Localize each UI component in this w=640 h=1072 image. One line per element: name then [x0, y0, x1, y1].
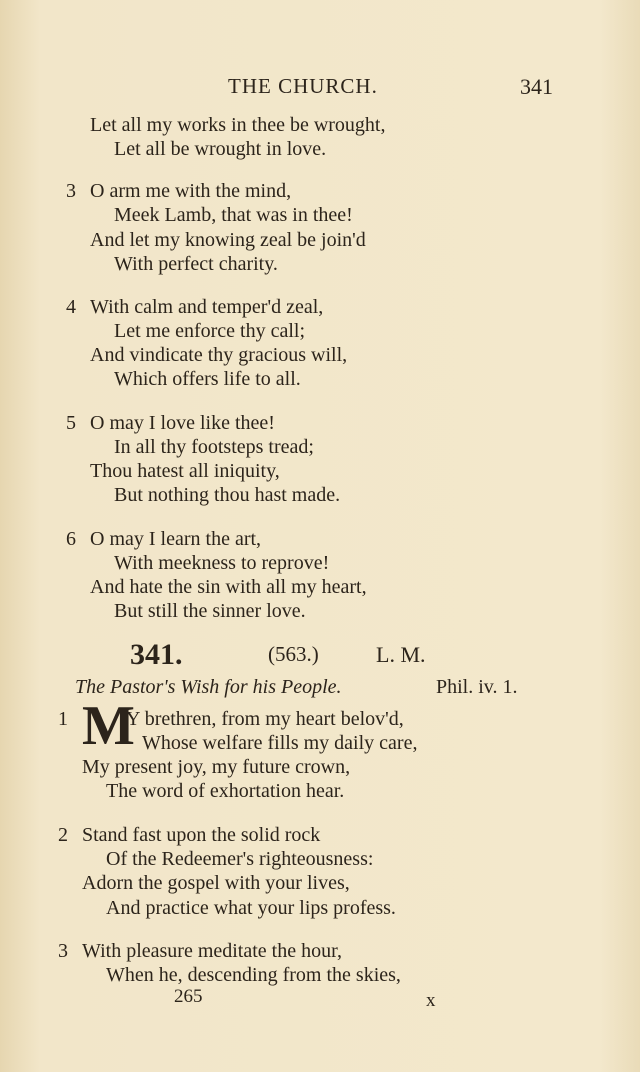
verse-line: And vindicate thy gracious will,: [90, 344, 348, 366]
verse-line: Y brethren, from my heart belov'd,: [126, 708, 404, 730]
verse-line: O may I love like thee!: [90, 412, 275, 434]
drop-cap: M: [82, 695, 135, 757]
hymn-meter: L. M.: [376, 642, 426, 667]
signature-letter: x: [426, 990, 436, 1011]
hymn-title: The Pastor's Wish for his People.: [75, 676, 342, 698]
verse-line: With calm and temper'd zeal,: [90, 296, 324, 318]
verse-line: When he, descending from the skies,: [106, 964, 401, 986]
hymn-reference: (563.): [268, 642, 319, 666]
verse-line: O may I learn the art,: [90, 528, 262, 550]
stanza-number: 2: [58, 824, 68, 846]
page-number: 341: [520, 74, 553, 99]
verse-line: Meek Lamb, that was in thee!: [114, 204, 353, 226]
verse-line: Let all be wrought in love.: [114, 138, 327, 160]
verse-line: And let my knowing zeal be join'd: [90, 229, 366, 251]
verse-line: Let all my works in thee be wrought,: [90, 114, 386, 136]
verse-line: In all thy footsteps tread;: [114, 436, 314, 458]
verse-line: Adorn the gospel with your lives,: [82, 872, 350, 894]
verse-line: And practice what your lips profess.: [106, 897, 396, 919]
stanza-number: 6: [66, 528, 76, 550]
verse-line: Stand fast upon the solid rock: [82, 824, 321, 846]
verse-line: But nothing thou hast made.: [114, 484, 341, 506]
verse-line: But still the sinner love.: [114, 600, 306, 622]
stanza-number: 3: [58, 940, 68, 962]
verse-line: O arm me with the mind,: [90, 180, 292, 202]
hymn-number: 341.: [130, 638, 183, 671]
verse-line: Of the Redeemer's righteousness:: [106, 848, 374, 870]
verse-line: With meekness to reprove!: [114, 552, 330, 574]
verse-line: Whose welfare fills my daily care,: [142, 732, 418, 754]
signature-mark: 265: [174, 986, 203, 1007]
stanza-number: 1: [58, 708, 68, 730]
verse-line: And hate the sin with all my heart,: [90, 576, 367, 598]
verse-line: Let me enforce thy call;: [114, 320, 306, 342]
verse-line: My present joy, my future crown,: [82, 756, 351, 778]
verse-line: With pleasure meditate the hour,: [82, 940, 342, 962]
verse-line: Thou hatest all iniquity,: [90, 460, 280, 482]
hymn-scripture: Phil. iv. 1.: [436, 676, 518, 698]
verse-line: The word of exhortation hear.: [106, 780, 345, 802]
verse-line: Which offers life to all.: [114, 368, 301, 390]
stanza-number: 5: [66, 412, 76, 434]
verse-line: With perfect charity.: [114, 253, 278, 275]
stanza-number: 3: [66, 180, 76, 202]
stanza-number: 4: [66, 296, 76, 318]
running-header: THE CHURCH.: [228, 74, 378, 98]
